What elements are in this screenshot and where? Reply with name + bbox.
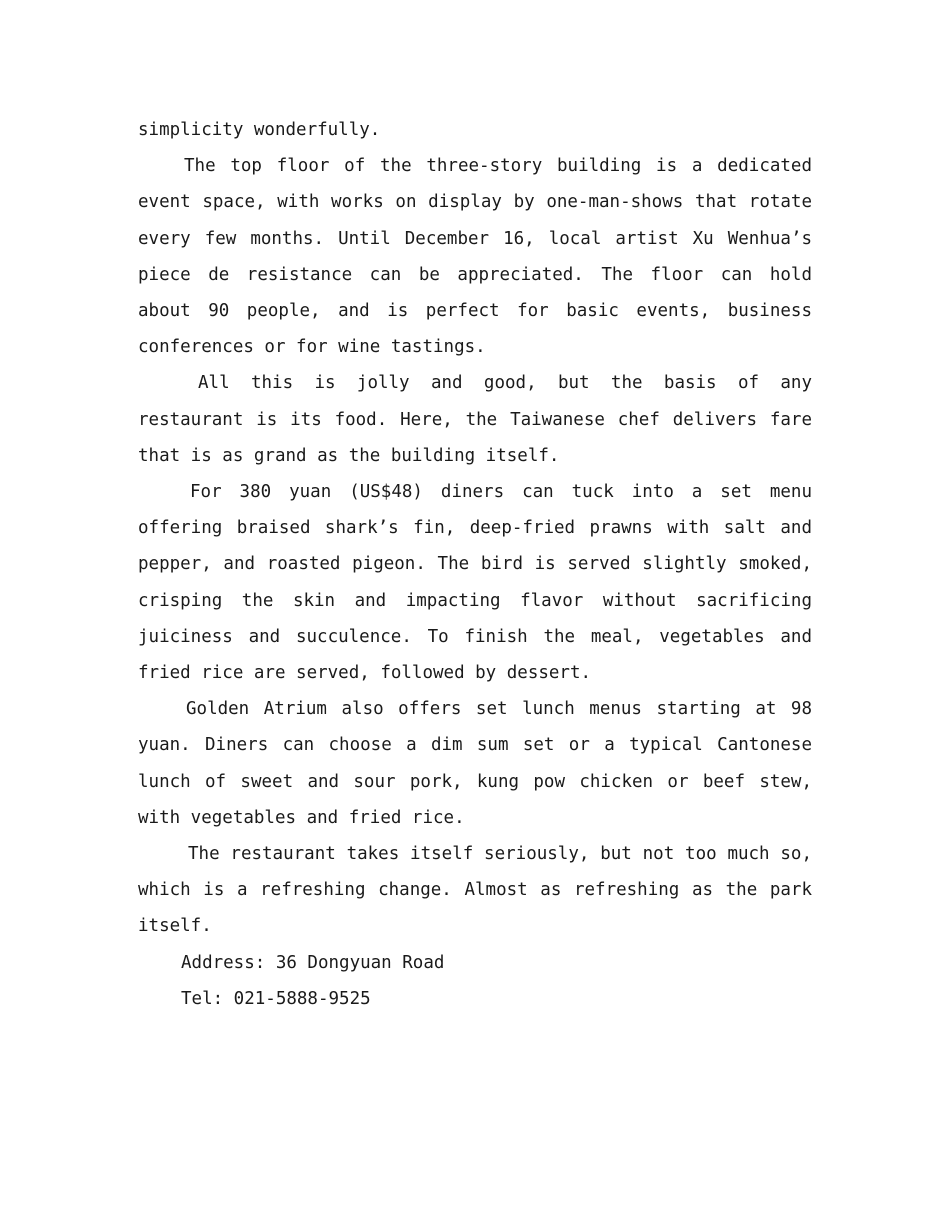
address-line: Address: 36 Dongyuan Road — [181, 952, 445, 973]
paragraph-lunch: Golden Atrium also offers set lunch menus starting at 98 yuan. Diners can choose a dim sum set or a typical Cantonese lunch of sweet and sour pork, kung pow chicken or beef stew, with vegetables and fried rice. — [138, 699, 812, 828]
paragraph-conclusion: The restaurant takes itself seriously, but not too much so, which is a refreshing change. Almost as refreshing as the park itself. — [138, 844, 812, 937]
paragraph-set-menu: For 380 yuan (US$48) diners can tuck into a set menu offering braised shark’s fin, deep-fried prawns with salt and pepper, and roasted pigeon. The bird is served slightly smoked, crisping the skin and impacting flavor without sacrificing juiciness and succulence. To finish the meal, vegetables and fried rice are served, followed by dessert. — [138, 482, 812, 684]
paragraph-event-space: The top floor of the three-story building is a dedicated event space, with works on display by one-man-shows that rotate every few months. Until December 16, local artist Xu Wenhua’s piece de resistance can be appreciated. The floor can hold about 90 people, and is perfect for basic events, business conferences or for wine tastings. — [138, 156, 812, 358]
paragraph-food: All this is jolly and good, but the basis of any restaurant is its food. Here, the Taiwanese chef delivers fare that is as grand as the building itself. — [138, 373, 812, 466]
paragraph-continuation: simplicity wonderfully. — [138, 120, 381, 140]
article-body — [138, 112, 812, 1017]
phone-line: Tel: 021-5888-9525 — [181, 988, 371, 1009]
